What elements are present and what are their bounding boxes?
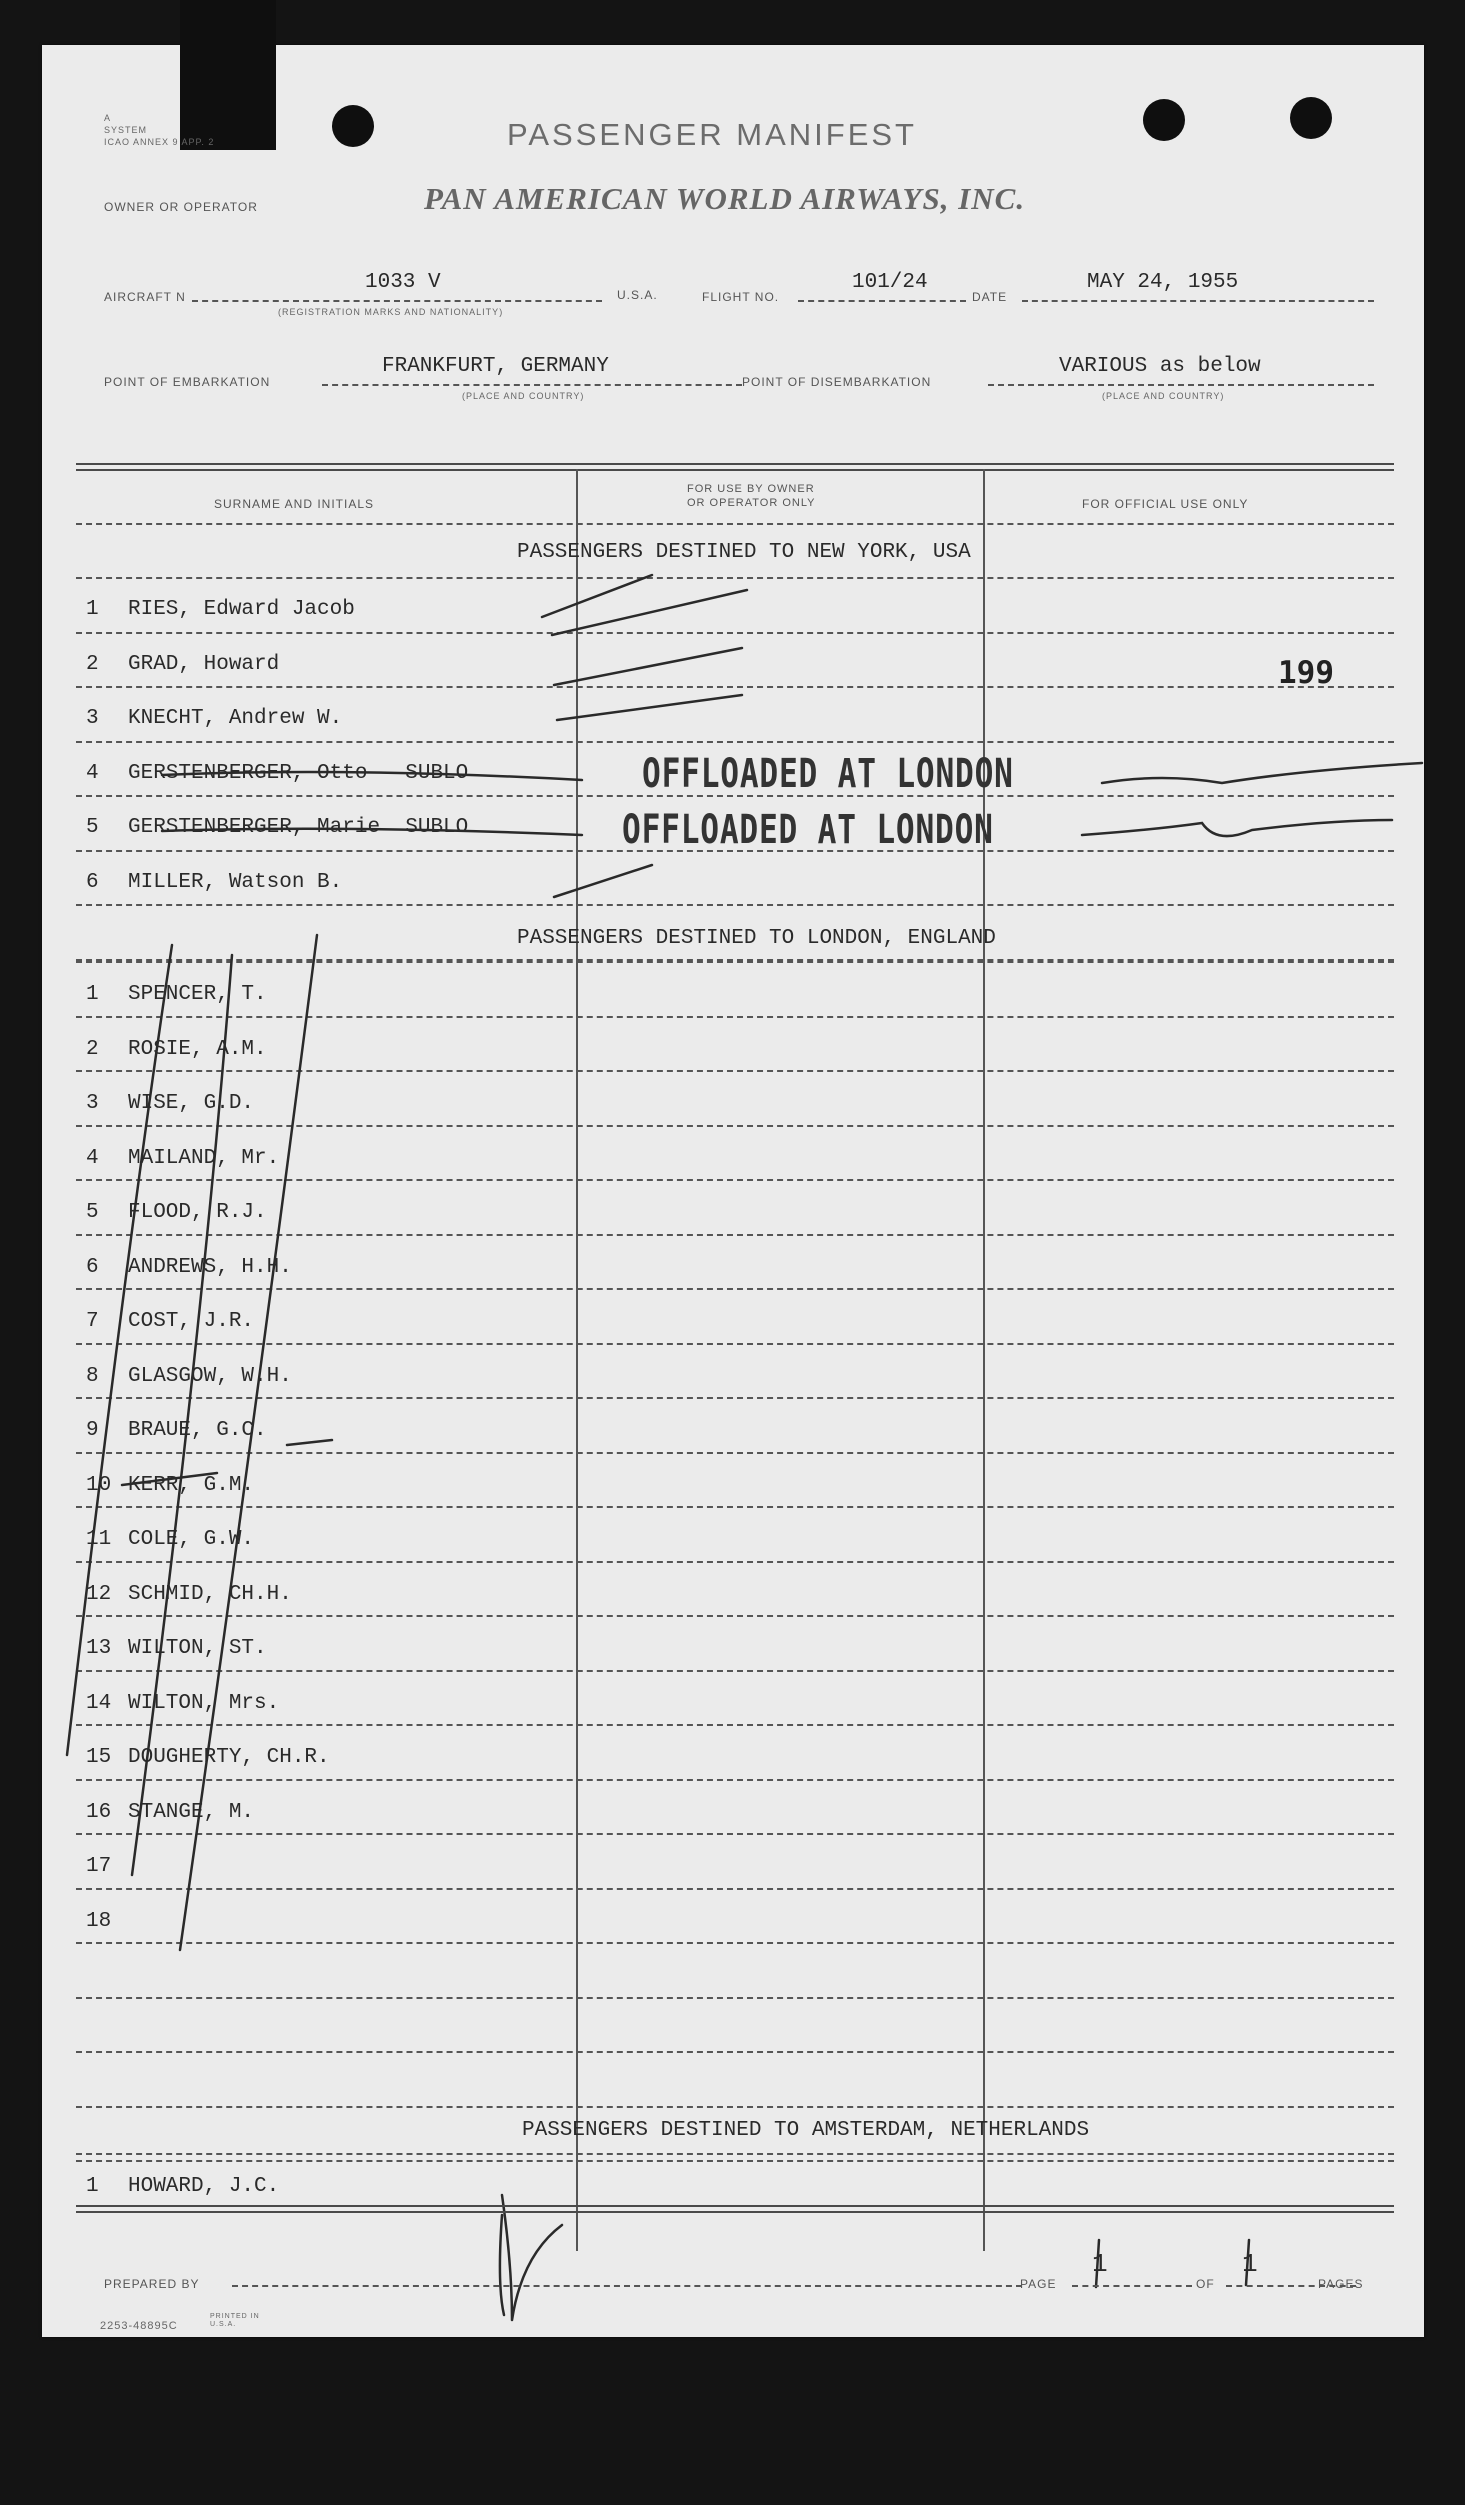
manifest-sheet <box>42 45 1424 2337</box>
disembark-sub: (PLACE AND COUNTRY) <box>1102 391 1225 401</box>
tick-mark-ny-1 <box>542 575 652 617</box>
london-passenger-name: KERR, G.M. <box>128 1473 255 1497</box>
london-row-number: 12 <box>86 1582 112 1606</box>
vertical-bracket-1 <box>67 945 172 1755</box>
embark-label: POINT OF EMBARKATION <box>104 375 271 389</box>
owner-value: PAN AMERICAN WORLD AIRWAYS, INC. <box>424 181 1026 216</box>
offloaded-stamp-5: OFFLOADED AT LONDON <box>622 807 994 853</box>
date-value: MAY 24, 1955 <box>1087 271 1239 294</box>
corner-note-2: SYSTEM <box>104 125 148 135</box>
london-passenger-name: GLASGOW, W.H. <box>128 1364 292 1388</box>
owner-label: OWNER OR OPERATOR <box>104 200 258 214</box>
ny-row-number: 2 <box>86 652 99 676</box>
london-passenger-name: FLOOD, R.J. <box>128 1201 267 1224</box>
page-title: PASSENGER MANIFEST <box>507 117 917 152</box>
london-row-number: 10 <box>86 1473 112 1497</box>
pages-label: PAGES <box>1318 2277 1364 2291</box>
london-passenger-name: WILTON, Mrs. <box>128 1691 280 1715</box>
aircraft-sub: (REGISTRATION MARKS AND NATIONALITY) <box>278 307 504 317</box>
london-row-number: 15 <box>86 1746 112 1769</box>
tick-mark-9 <box>122 1473 217 1485</box>
london-passenger-name: DOUGHERTY, CH.R. <box>128 1746 330 1769</box>
strike-wave-4 <box>1102 763 1422 783</box>
tick-mark-ny-3 <box>554 648 742 685</box>
country-label: U.S.A. <box>617 288 658 302</box>
london-passenger-name: ROSIE, A.M. <box>128 1037 267 1061</box>
vertical-bracket-3 <box>180 935 317 1950</box>
ny-passenger-name: RIES, Edward Jacob <box>128 598 355 621</box>
col-owner-use-2: OR OPERATOR ONLY <box>687 497 816 509</box>
corner-note-3: ICAO ANNEX 9 APP. 2 <box>104 137 215 147</box>
strike-ny-4 <box>162 772 582 780</box>
london-row-number: 11 <box>86 1528 112 1551</box>
london-passenger-name: SCHMID, CH.H. <box>128 1582 292 1606</box>
ny-passenger-name: GERSTENBERGER, Otto SUBLO <box>128 761 469 785</box>
section-new-york: PASSENGERS DESTINED TO NEW YORK, USA <box>517 541 971 564</box>
handwritten-marks <box>42 45 1424 2337</box>
strike-ny-5 <box>162 829 582 835</box>
disembark-label: POINT OF DISEMBARKATION <box>742 375 932 389</box>
ny-row-number: 4 <box>86 761 99 785</box>
flight-label: FLIGHT NO. <box>702 290 780 304</box>
london-passenger-name: SPENCER, T. <box>128 983 267 1006</box>
london-row-number: 8 <box>86 1364 99 1388</box>
london-passenger-name: BRAUE, G.C. <box>128 1419 267 1442</box>
date-label: DATE <box>972 290 1008 304</box>
col-official: FOR OFFICIAL USE ONLY <box>1082 497 1249 511</box>
ny-row-number: 5 <box>86 816 99 839</box>
form-code: 2253-48895C <box>100 2320 178 2332</box>
col-owner-use-1: FOR USE BY OWNER <box>687 483 815 495</box>
section-amsterdam: PASSENGERS DESTINED TO AMSTERDAM, NETHERLANDS <box>522 2119 1090 2142</box>
initials-mark <box>500 2195 562 2320</box>
london-row-number: 1 <box>86 983 99 1006</box>
london-row-number: 9 <box>86 1419 99 1442</box>
amsterdam-passenger-name: HOWARD, J.C. <box>128 2175 280 2198</box>
london-passenger-name: MAILAND, Mr. <box>128 1146 280 1170</box>
london-passenger-name: WISE, G.D. <box>128 1092 255 1115</box>
london-row-number: 18 <box>86 1909 112 1933</box>
london-row-number: 2 <box>86 1037 99 1061</box>
embark-value: FRANKFURT, GERMANY <box>382 355 609 378</box>
london-passenger-name: COLE, G.W. <box>128 1528 255 1551</box>
london-row-number: 17 <box>86 1855 112 1878</box>
official-number: 199 <box>1278 655 1334 691</box>
tick-mark-ny-2 <box>552 590 747 635</box>
dash-mark-9 <box>287 1440 332 1445</box>
of-value: 1 <box>1242 2249 1258 2279</box>
tick-mark-ny-6 <box>554 865 652 897</box>
london-row-number: 14 <box>86 1691 112 1715</box>
amsterdam-row-number: 1 <box>86 2175 99 2198</box>
aircraft-label: AIRCRAFT N <box>104 290 186 304</box>
of-label: OF <box>1196 2277 1215 2291</box>
ny-row-number: 3 <box>86 707 99 730</box>
aircraft-value: 1033 V <box>365 271 441 294</box>
london-row-number: 5 <box>86 1201 99 1224</box>
printed-note: PRINTED IN U.S.A. <box>210 2313 260 2328</box>
corner-note-1: A <box>104 113 112 123</box>
section-london: PASSENGERS DESTINED TO LONDON, ENGLAND <box>517 927 996 950</box>
tick-mark-ny-4 <box>557 695 742 720</box>
strike-wave-5 <box>1082 820 1392 836</box>
flight-value: 101/24 <box>852 271 928 294</box>
page-value: 1 <box>1092 2249 1108 2279</box>
prepared-label: PREPARED BY <box>104 2277 200 2291</box>
ny-passenger-name: GRAD, Howard <box>128 652 280 676</box>
ny-row-number: 1 <box>86 598 99 621</box>
ny-row-number: 6 <box>86 870 99 894</box>
offloaded-stamp-4: OFFLOADED AT LONDON <box>642 751 1014 797</box>
london-row-number: 6 <box>86 1255 99 1279</box>
london-row-number: 4 <box>86 1146 99 1170</box>
london-passenger-name: STANGE, M. <box>128 1800 255 1824</box>
ny-passenger-name: KNECHT, Andrew W. <box>128 707 343 730</box>
embark-sub: (PLACE AND COUNTRY) <box>462 391 585 401</box>
london-passenger-name: COST, J.R. <box>128 1310 255 1333</box>
london-passenger-name: ANDREWS, H.H. <box>128 1255 292 1279</box>
london-passenger-name: WILTON, ST. <box>128 1637 267 1660</box>
london-row-number: 13 <box>86 1637 112 1660</box>
disembark-value: VARIOUS as below <box>1059 355 1261 378</box>
vertical-bracket-2 <box>132 955 232 1875</box>
london-row-number: 16 <box>86 1800 112 1824</box>
page-label: PAGE <box>1020 2277 1057 2291</box>
ny-passenger-name: GERSTENBERGER, Marie SUBLO <box>128 816 469 839</box>
col-surname: SURNAME AND INITIALS <box>214 497 375 511</box>
london-row-number: 3 <box>86 1092 99 1115</box>
london-row-number: 7 <box>86 1310 99 1333</box>
ny-passenger-name: MILLER, Watson B. <box>128 870 343 894</box>
